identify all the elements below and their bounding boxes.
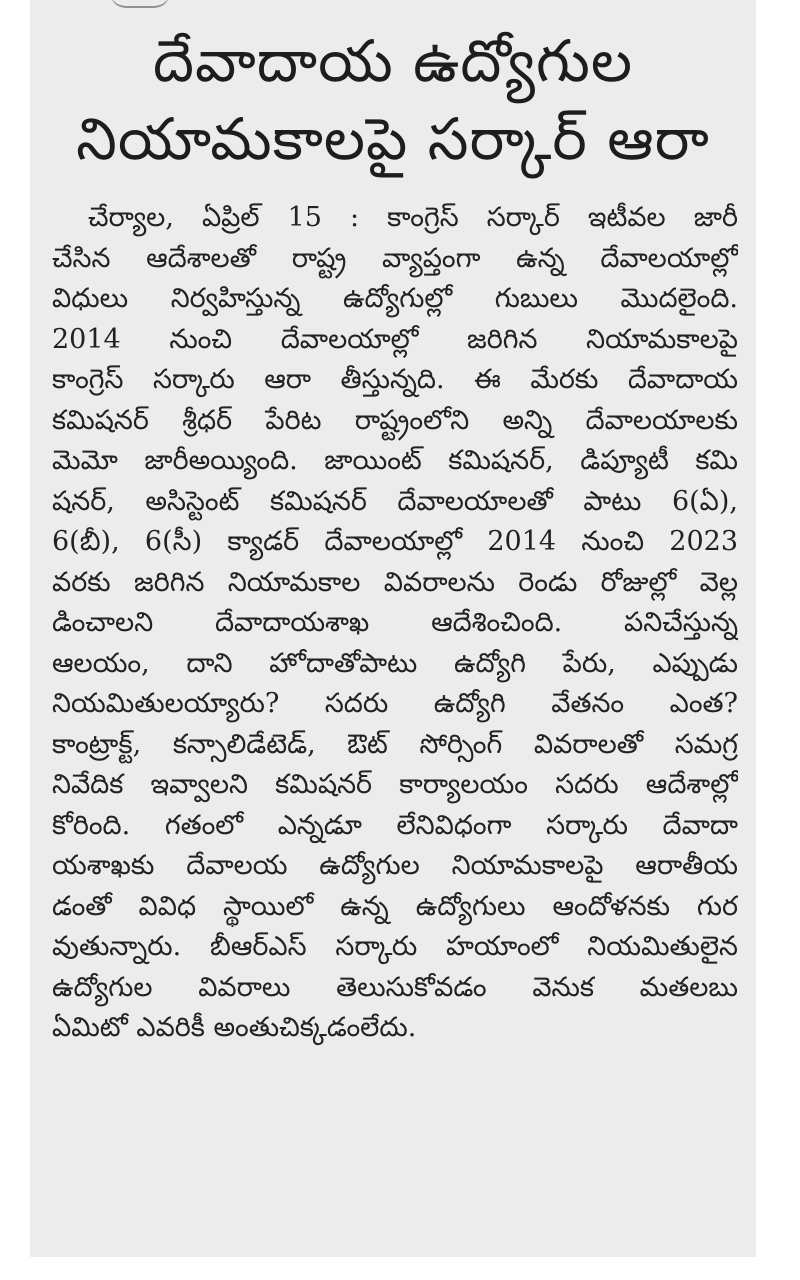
body-line: షనర్, అసిస్టెంట్ కమిషనర్ దేవాలయాలతో పాటు 6(ఏ), bbox=[52, 485, 738, 517]
body-line: ఉద్యోగుల వివరాలు తెలుసుకోవడం వెనుక మతలబు bbox=[52, 971, 738, 1003]
body-line: నివేదిక ఇవ్వాలని కమిషనర్ కార్యాలయం సదరు ఆదేశాల్లో bbox=[52, 769, 738, 800]
body-line: విధులు నిర్వహిస్తున్న ఉద్యోగుల్లో గుబులు మొదలైంది. bbox=[52, 283, 738, 314]
newspaper-clipping bbox=[30, 0, 756, 1257]
body-line: 6(బీ), 6(సీ) క్యాడర్ దేవాలయాల్లో 2014 నుంచి 2023 bbox=[52, 526, 738, 557]
body-line: కాంట్రాక్ట్, కన్సాలిడేటెడ్, ఔట్ సోర్సింగ్ వివరాలతో సమగ్ర bbox=[52, 728, 738, 760]
headline-line: దేవాదాయ ఉద్యోగుల bbox=[153, 27, 633, 95]
clipping-torn-edge bbox=[110, 0, 170, 8]
body-line: 2014 నుంచి దేవాలయాల్లో జరిగిన నియామకాలపై bbox=[52, 323, 738, 355]
body-line: కమిషనర్ శ్రీధర్ పేరిట రాష్ట్రంలోని అన్ని దేవాలయాలకు bbox=[52, 404, 738, 436]
body-line: ఏమిటో ఎవరికీ అంతుచిక్కడంలేదు. bbox=[52, 1012, 417, 1043]
body-line: వరకు జరిగిన నియామకాల వివరాలను రెండు రోజుల్లో వెల్ల bbox=[52, 566, 738, 598]
article-headline bbox=[30, 22, 756, 178]
body-line: నియమితులయ్యారు? సదరు ఉద్యోగి వేతనం ఎంత? bbox=[52, 688, 738, 719]
body-line: ఆలయం, దాని హోదాతోపాటు ఉద్యోగి పేరు, ఎప్పుడు bbox=[52, 647, 738, 679]
body-line: డించాలని దేవాదాయశాఖ ఆదేశించింది. పనిచేస్తున్న bbox=[52, 607, 738, 638]
body-line: చేర్యాల, ఏప్రిల్ 15 : కాంగ్రెస్ సర్కార్ ఇటీవల జారీ bbox=[88, 202, 738, 233]
body-line: డంతో వివిధ స్థాయిలో ఉన్న ఉద్యోగులు ఆందోళనకు గుర bbox=[52, 890, 738, 922]
headline-line: నియామకాలపై సర్కార్ ఆరా bbox=[76, 105, 710, 173]
body-line: కోరింది. గతంలో ఎన్నడూ లేనివిధంగా సర్కారు దేవాదా bbox=[52, 809, 738, 841]
body-line: కాంగ్రెస్ సర్కారు ఆరా తీస్తున్నది. ఈ మేరకు దేవాదాయ bbox=[52, 364, 738, 395]
body-line: చేసిన ఆదేశాలతో రాష్ట్ర వ్యాప్తంగా ఉన్న దేవాలయాల్లో bbox=[52, 242, 738, 274]
body-line: వుతున్నారు. బీఆర్ఎస్ సర్కారు హయాంలో నియమితులైన bbox=[52, 931, 738, 962]
article-body bbox=[52, 198, 738, 1049]
body-line: యశాఖకు దేవాలయ ఉద్యోగుల నియామకాలపై ఆరాతీయ bbox=[52, 850, 738, 881]
body-line: మెమో జారీఅయ్యింది. జాయింట్ కమిషనర్, డిప్యూటీ కమి bbox=[52, 445, 738, 476]
